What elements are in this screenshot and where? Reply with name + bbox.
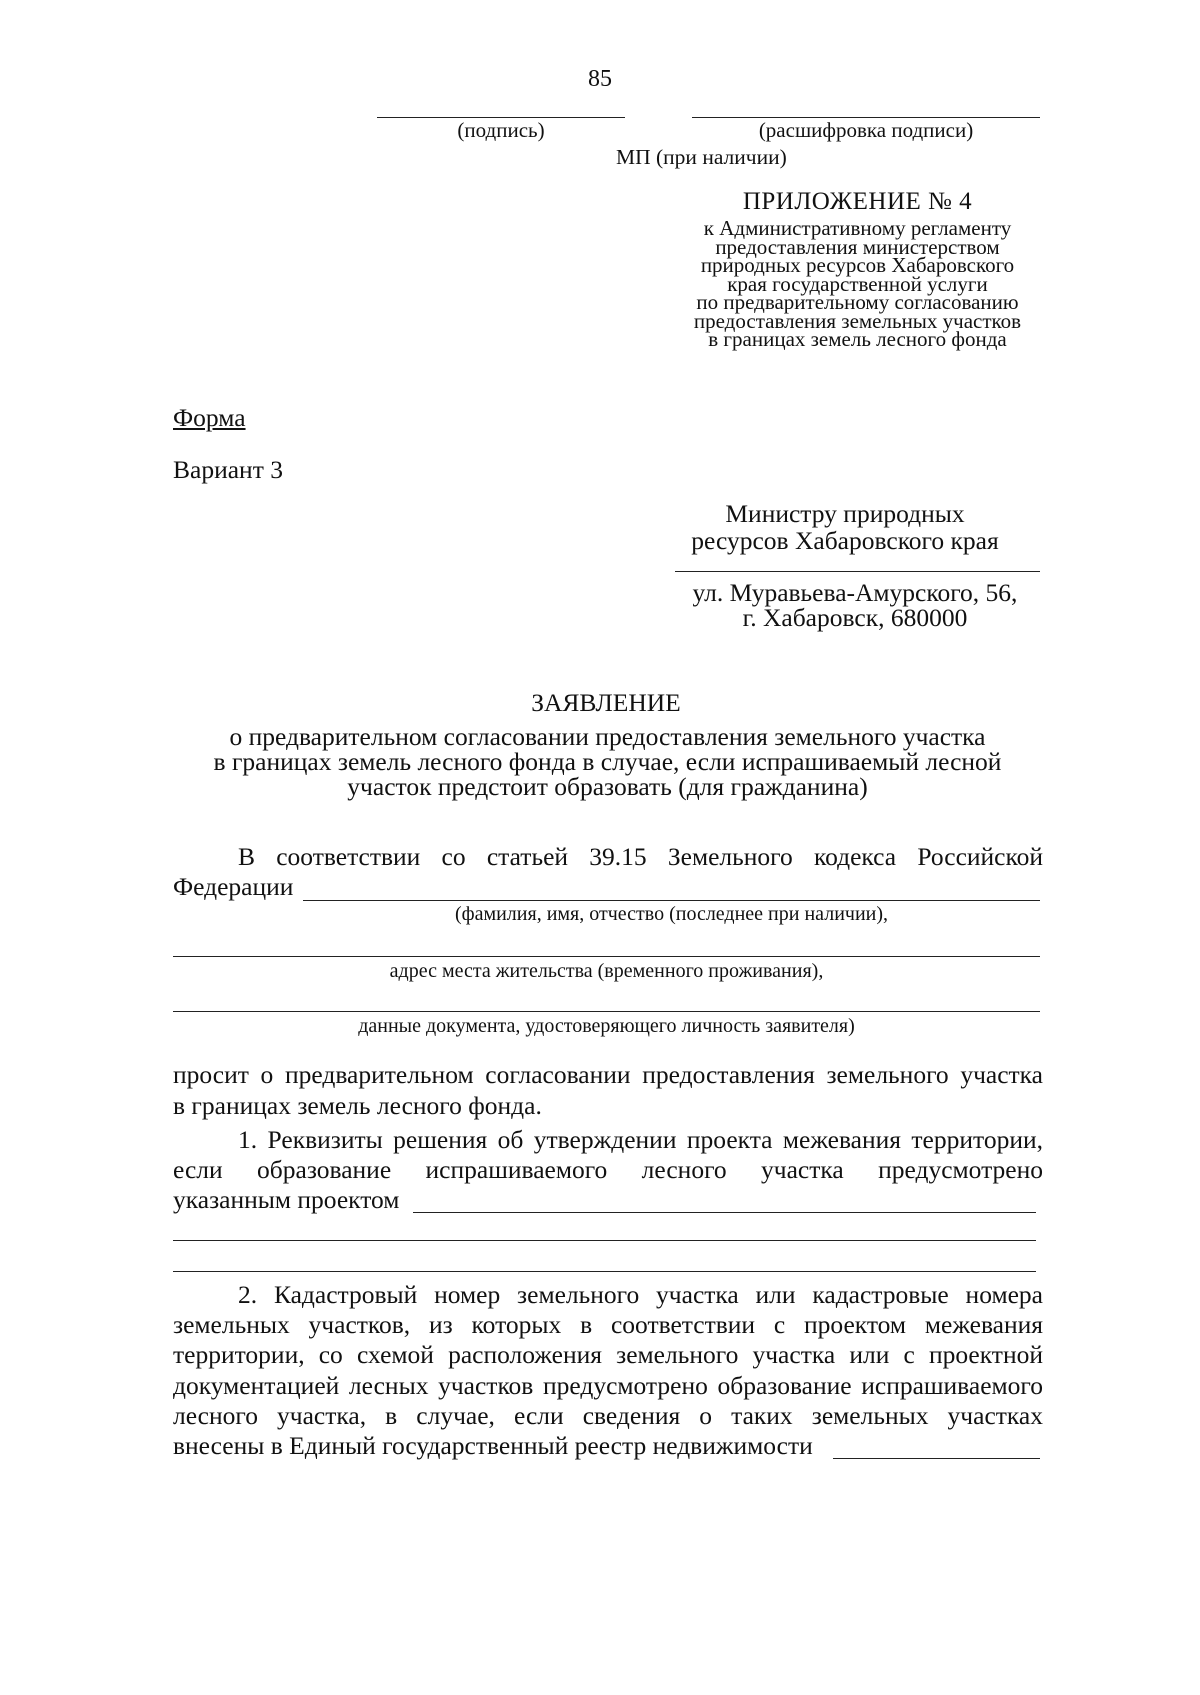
item1-blank-3	[173, 1271, 1036, 1272]
item2-line-1: 2. Кадастровый номер земельного участка или кадастровые номера	[238, 1280, 1043, 1309]
form-label: Форма	[173, 403, 246, 432]
address-line: г. Хабаровск, 680000	[742, 603, 968, 632]
signature-decoding-caption: (расшифровка подписи)	[758, 118, 974, 142]
document-subtitle	[150, 724, 1065, 799]
applicant-id-blank	[173, 1011, 1040, 1012]
applicant-name-blank	[303, 900, 1040, 901]
variant-label: Вариант 3	[173, 455, 283, 484]
annex-line: в границах земель лесного фонда	[708, 327, 1007, 351]
addressee-line: Министру природных	[725, 499, 965, 528]
stamp-note: МП (при наличии)	[616, 145, 787, 169]
annex-title: ПРИЛОЖЕНИЕ № 4	[742, 188, 973, 215]
item1-line-1: 1. Реквизиты решения об утверждении проекта межевания территории,	[238, 1125, 1043, 1154]
item1-line-2: если образование испрашиваемого лесного участка предусмотрено	[173, 1155, 1043, 1184]
addressee-blank-line	[675, 571, 1040, 572]
addressee-address	[660, 580, 1050, 630]
item2-line-2: земельных участков, из которых в соответствии с проектом межевания	[173, 1310, 1043, 1339]
annex-text	[660, 216, 1055, 351]
item1-line-3: указанным проектом	[173, 1185, 400, 1214]
item2-line-5: лесного участка, в случае, если сведения о таких земельных участках	[173, 1401, 1043, 1430]
applicant-address-blank	[173, 956, 1040, 957]
item2-blank	[833, 1458, 1040, 1459]
intro-line-1: В соответствии со статьей 39.15 Земельного кодекса Российской	[238, 842, 1043, 871]
item2-line-6: внесены в Единый государственный реестр недвижимости	[173, 1431, 813, 1460]
annex-line: предоставления министерством	[715, 234, 1000, 259]
item2-line-3: территории, со схемой расположения земельного участка или с проектной	[173, 1340, 1043, 1369]
page-number: 85	[588, 66, 612, 92]
annex-line: по предварительному согласованию	[696, 290, 1019, 314]
intro-line-2: Федерации	[173, 872, 294, 901]
request-line-2: в границах земель лесного фонда.	[173, 1091, 542, 1120]
annex-line: предоставления земельных участков	[693, 308, 1022, 333]
document-title: ЗАЯВЛЕНИЕ	[531, 688, 681, 717]
subtitle-line: о предварительном согласовании предоставления земельного участка	[229, 722, 986, 751]
subtitle-line: участок предстоит образовать (для гражданина)	[347, 772, 868, 801]
subtitle-line: в границах земель лесного фонда в случае, если испрашиваемый лесной	[213, 747, 1002, 776]
item2-line-4: документацией лесных участков предусмотрено образование испрашиваемого	[173, 1371, 1043, 1400]
caption-id: данные документа, удостоверяющего личность заявителя)	[358, 1015, 855, 1037]
annex-line: к Административному регламенту	[703, 216, 1012, 240]
annex-line: края государственной услуги	[727, 271, 988, 296]
item1-blank-1	[413, 1212, 1036, 1213]
annex-line: природных ресурсов Хабаровского	[700, 253, 1015, 277]
address-line: ул. Муравьева-Амурского, 56,	[692, 578, 1018, 607]
caption-address: адрес места жительства (временного проживания),	[389, 960, 824, 982]
addressee	[660, 500, 1030, 554]
request-line-1: просит о предварительном согласовании предоставления земельного участка	[173, 1060, 1043, 1089]
caption-fio: (фамилия, имя, отчество (последнее при наличии),	[454, 903, 889, 925]
signature-caption: (подпись)	[457, 118, 545, 142]
addressee-line: ресурсов Хабаровского края	[691, 526, 999, 555]
item1-blank-2	[173, 1240, 1036, 1241]
